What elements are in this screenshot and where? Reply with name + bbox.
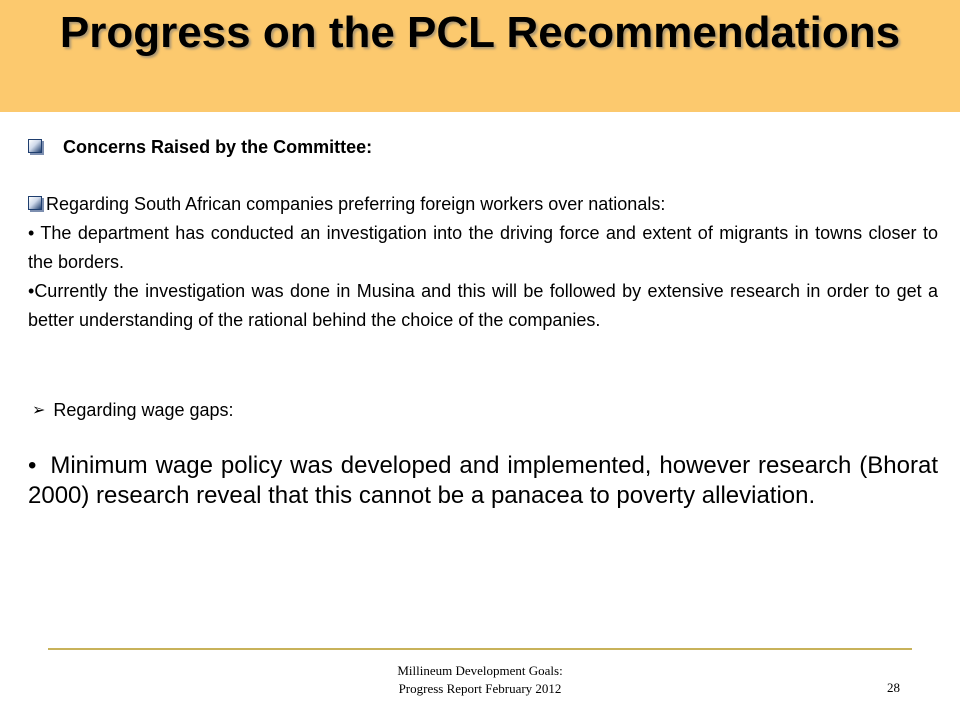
title-banner <box>0 0 960 112</box>
section2-bullet-1 <box>28 451 938 511</box>
section2-bullet-1-text: Minimum wage policy was developed and implemented, however research (Bhorat 2000) research reveal that this cannot be a panacea to poverty alleviation. <box>28 452 938 509</box>
slide-title: Progress on the PCL Recommendations <box>59 8 901 57</box>
bullet-dot-icon: • <box>28 452 37 479</box>
page-number: 28 <box>887 680 900 695</box>
section1-bullet-2-text: Currently the investigation was done in Musina and this will be followed by extensive research in order to get a better understanding of the rational behind the choice of the companies. <box>28 281 938 330</box>
footer-line-1: Millineum Development Goals: <box>397 663 563 678</box>
section2-heading: Regarding wage gaps: <box>53 400 234 420</box>
bullet-dot-icon: • <box>28 281 35 301</box>
section1-heading: Regarding South African companies preferring foreign workers over nationals: <box>46 194 666 214</box>
bullet-dot-icon: • <box>28 223 35 243</box>
concerns-heading-row <box>28 133 372 162</box>
section1-bullet-1 <box>28 219 938 277</box>
footer-divider <box>48 648 912 650</box>
footer-line-2: Progress Report February 2012 <box>398 681 562 696</box>
checkbox-bullet-icon <box>28 196 42 210</box>
section1-bullet-2 <box>28 277 938 335</box>
arrow-bullet-icon: ➢ <box>32 401 46 419</box>
checkbox-bullet-icon <box>28 139 42 153</box>
concerns-heading: Concerns Raised by the Committee: <box>63 137 373 157</box>
section1-bullet-1-text: The department has conducted an investigation into the driving force and extent of migrants in towns closer to the borders. <box>28 223 938 272</box>
section1-heading-row <box>28 190 665 219</box>
footer-caption <box>300 662 660 698</box>
section2-heading-row <box>32 396 234 426</box>
